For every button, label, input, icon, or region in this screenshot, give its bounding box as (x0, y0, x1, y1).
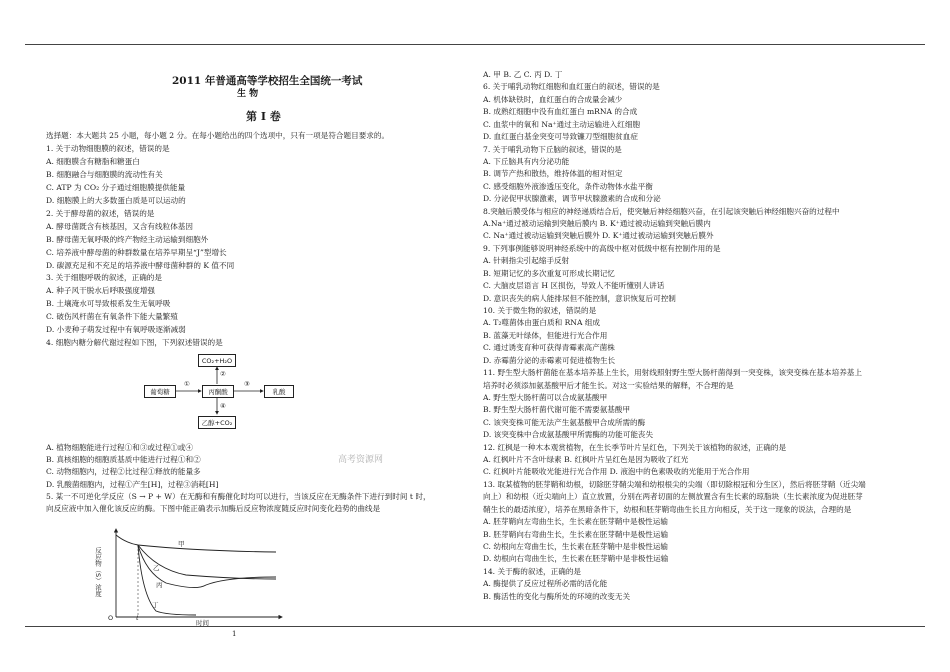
text-line: D. 小麦种子萌发过程中有氧呼吸逐渐减弱 (46, 325, 186, 335)
label-yi: 乙 (153, 564, 160, 572)
curve-jia (116, 535, 276, 552)
text-line: D. 乳酸菌细胞内，过程①产生[H]，过程③消耗[H] (46, 479, 219, 489)
text-line: D. 细胞膜上的大多数蛋白质是可以运动的 (46, 195, 186, 205)
text-line: B. 土壤淹水可导致根系发生无氧呼吸 (46, 299, 171, 309)
bottom-rule (25, 626, 925, 627)
text-line: A. 针刺指尖引起缩手反射 (483, 256, 570, 266)
diagram-arrows (140, 352, 300, 444)
text-line: A. 甲 B. 乙 C. 丙 D. 丁 (483, 70, 563, 79)
x-axis-label: 时间 (196, 619, 209, 627)
y-axis-label: 反应物（S）浓度 (94, 547, 102, 597)
text-line: B. 成熟红细胞中没有血红蛋白 mRNA 的合成 (483, 107, 638, 117)
text-line: 4. 细胞内糖分解代谢过程如下图，下列叙述错误的是 (46, 338, 223, 348)
text-line: 培养时必须添加氨基酸甲后才能生长。对这一实验结果的解释，不合理的是 (483, 380, 734, 390)
text-line: C. ATP 为 CO₂ 分子通过细胞膜提供能量 (46, 182, 186, 192)
top-rule (25, 44, 925, 45)
text-line: 向反应液中加入催化该反应的酶。下图中能正确表示加酶后反应物浓度随反应时间变化趋势的曲线是 (46, 504, 381, 513)
text-line: B. 调节产热和散热，维持体温的相对恒定 (483, 169, 623, 179)
label-bing: 丙 (156, 581, 163, 589)
origin-label: O (108, 614, 114, 622)
page-number: 1 (232, 630, 237, 638)
text-line: C. 通过诱变育种可获得青霉素高产菌株 (483, 343, 615, 353)
text-line: 10. 关于微生物的叙述，错误的是 (483, 305, 597, 315)
text-line: A. 植物细胞能进行过程①和③或过程①或④ (46, 443, 193, 452)
text-line: A. T₂噬菌体由蛋白质和 RNA 组成 (483, 318, 601, 328)
text-line: 1. 关于动物细胞膜的叙述，错误的是 (46, 143, 170, 153)
step-1-label: ① (184, 380, 190, 388)
text-line: 5. 某一不可逆化学反应（S → P + W）在无酶和有酶催化时均可以进行，当该反应在无酶条件下进行到时间 t 时， (46, 491, 431, 501)
glucose-metabolism-diagram (140, 352, 300, 444)
label-jia: 甲 (178, 540, 185, 548)
text-line: C. 该突变株可能无法产生氨基酸甲合成所需的酶 (483, 417, 646, 427)
lactate-box: 乳酸 (264, 385, 294, 398)
text-line: C. 培养液中酵母菌的种群数量在培养早期呈“J”型增长 (46, 247, 227, 257)
text-line: A. 野生型大肠杆菌可以合成氨基酸甲 (483, 392, 608, 402)
text-line: D. 分泌促甲状腺激素，调节甲状腺激素的合成和分泌 (483, 194, 661, 204)
text-line: C. 动物细胞内，过程②比过程①释放的能量多 (46, 467, 201, 477)
text-line: B. 胚芽鞘向右弯曲生长，生长素在胚芽鞘中是极性运输 (483, 529, 669, 539)
text-line: C. 幼根向左弯曲生长，生长素在胚芽鞘中是非极性运输 (483, 541, 669, 551)
t-label: t (136, 614, 139, 622)
text-line: D. 意识丧失的病人能排尿但不能控制，意识恢复后可控制 (483, 293, 676, 303)
step-4-label: ④ (220, 402, 226, 410)
text-line: B. 酶活性的变化与酶所处的环境的改变无关 (483, 591, 631, 601)
text-line: C. 破伤风杆菌在有氧条件下能大量繁殖 (46, 312, 178, 322)
text-line: C. 大脑皮层语言 H 区损伤，导致人不能听懂别人讲话 (483, 281, 665, 291)
exam-subject: 生 物 (237, 89, 259, 99)
exam-title: 2011 年普通高等学校招生全国统一考试 (172, 75, 363, 87)
text-line: B. 蓝藻无叶绿体，但能进行光合作用 (483, 330, 608, 340)
text-line: A. 种子风干脱水后呼吸强度增强 (46, 286, 156, 296)
text-line: C. 血浆中的氧和 Na⁺通过主动运输进入红细胞 (483, 119, 641, 129)
text-line: 14. 关于酶的叙述，正确的是 (483, 566, 582, 576)
text-line: D. 该突变株中合成氨基酸甲所需酶的功能可能丧失 (483, 430, 654, 440)
text-line: A.Na⁺通过被动运输到突触后膜内 B. K⁺通过被动运输到突触后膜内 (483, 219, 711, 229)
text-line: D. 赤霉菌分泌的赤霉素可促进植物生长 (483, 355, 616, 365)
text-line: A. 酶提供了反应过程所必需的活化能 (483, 579, 608, 589)
text-line: A. 机体缺铁时，血红蛋白的合成量会减少 (483, 94, 623, 104)
pyruvate-box: 丙酮酸 (202, 385, 234, 398)
text-line: A. 红枫叶片不含叶绿素 B. 红枫叶片呈红色是因为吸收了红光 (483, 455, 689, 465)
text-line: 3. 关于细胞呼吸的叙述，正确的是 (46, 273, 162, 283)
text-line: 8.突触后膜受体与相应的神经递质结合后，使突触后神经细胞兴奋，在引起该突触后神经细胞兴奋的过程中 (483, 206, 840, 216)
glucose-box: 葡萄糖 (144, 385, 176, 398)
text-line: A. 酵母菌既含有核基因，又含有线粒体基因 (46, 221, 193, 231)
text-line: C. Na⁺通过被动运输到突触后膜外 D. K⁺通过被动运输到突触后膜外 (483, 231, 714, 241)
text-line: 选择题：本大题共 25 小题，每小题 2 分。在每小题给出的四个选项中，只有一项是符合题目要求的。 (46, 131, 390, 140)
text-line: D. 血红蛋白基金突变可导致镰刀型细胞贫血症 (483, 132, 638, 142)
text-line: 2. 关于酵母菌的叙述，错误的是 (46, 208, 155, 218)
text-line: B. 酵母菌无氧呼吸的终产物经主动运输到细胞外 (46, 234, 209, 244)
text-line: 向上）和幼根（近尖端向上）直立放置，分别在两者切面的左侧放置含有生长素的琼脂块（生长素浓度为促进胚芽 (483, 492, 863, 502)
section-title: 第 I 卷 (246, 110, 281, 123)
step-3-label: ③ (244, 380, 250, 388)
text-line: D. 碳源充足和不充足的培养液中酵母菌种群的 K 值不同 (46, 260, 235, 270)
text-line: C. 感受细胞外液渗透压变化，条件动物体水盐平衡 (483, 181, 653, 191)
text-line: B. 野生型大肠杆菌代谢可能不需要氨基酸甲 (483, 405, 631, 415)
text-line: 12. 红枫是一种木本观赏植物，在生长季节叶片呈红色，下列关于该植物的叙述，正确的是 (483, 442, 787, 452)
text-line: D. 幼根向右弯曲生长，生长素在胚芽鞘中是非极性运输 (483, 554, 669, 564)
text-line: C. 红枫叶片能吸收光能进行光合作用 D. 液泡中的色素吸收的光能用于光合作用 (483, 467, 750, 477)
text-line: 6. 关于哺乳动物红细胞和血红蛋白的叙述，错误的是 (483, 82, 660, 92)
text-line: 11. 野生型大肠杆菌能在基本培养基上生长，用射线照射野生型大肠杆菌得到一突变株，该突变株在基本培养基上 (483, 368, 862, 378)
ethanol-co2-box: 乙醇+CO₂ (198, 416, 236, 429)
label-ding: 丁 (152, 601, 159, 609)
chart-curves (86, 525, 286, 625)
text-line: 7. 关于哺乳动物下丘脑的叙述，错误的是 (483, 144, 622, 154)
reaction-curve-chart (86, 525, 286, 625)
text-line: A. 下丘脑具有内分泌功能 (483, 156, 570, 166)
text-line: 9. 下列事例能够说明神经系统中的高级中枢对低级中枢有控制作用的是 (483, 243, 721, 253)
text-line: A. 细胞膜含有糖脂和糖蛋白 (46, 156, 140, 166)
step-2-label: ② (220, 370, 226, 378)
text-line: B. 细胞融合与细胞膜的流动性有关 (46, 169, 163, 179)
text-line: B. 真核细胞的细胞质基质中能进行过程①和② (46, 455, 201, 465)
text-line: 13. 取某植物的胚芽鞘和幼根，切除胚芽鞘尖端和幼根根尖的尖端（即切除根冠和分生区），然后将胚芽鞘（近尖端 (483, 479, 866, 489)
text-line: A. 胚芽鞘向左弯曲生长，生长素在胚芽鞘中是极性运输 (483, 517, 668, 527)
text-line: 鞘生长的最适浓度），培养在黑暗条件下，幼根和胚芽鞘弯曲生长且方向相反，关于这一现象的说法，合理的是 (483, 504, 852, 514)
text-line: B. 短期记忆的多次重复可形成长期记忆 (483, 268, 615, 278)
watermark: 高考资源网 (338, 455, 384, 465)
co2-h2o-box: CO₂+H₂O (198, 354, 236, 367)
